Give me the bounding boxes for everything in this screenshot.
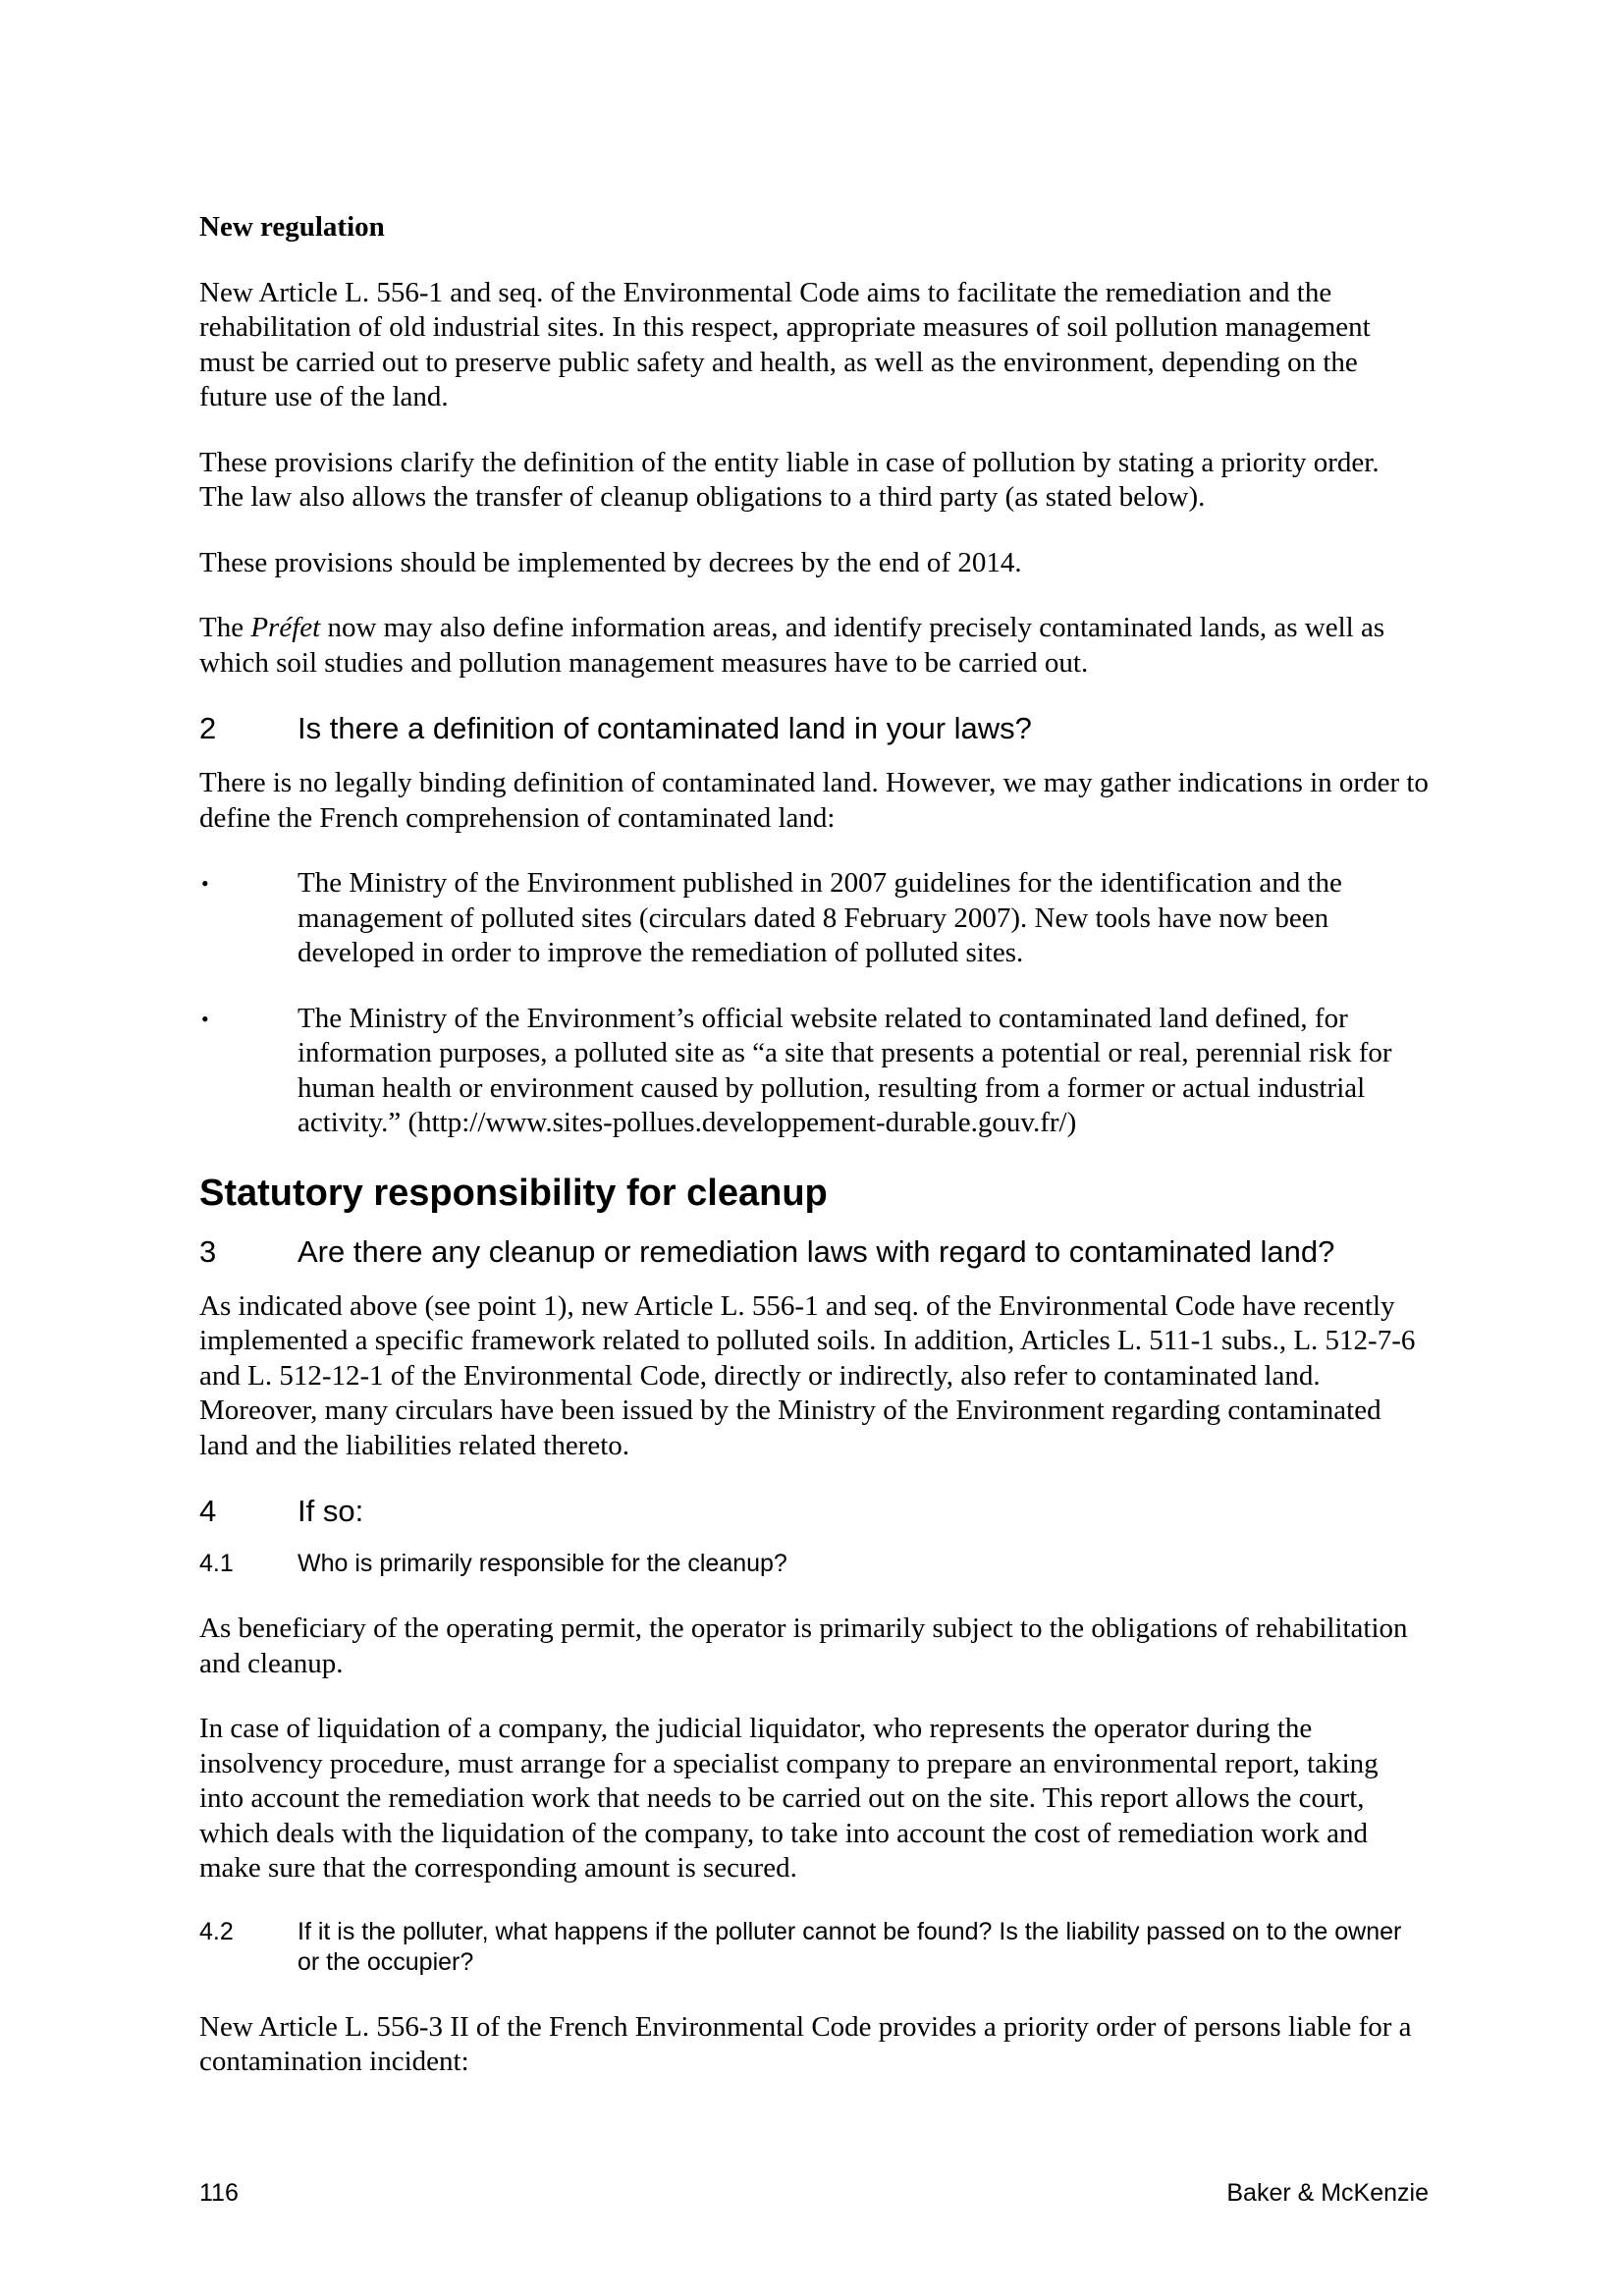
page-body: [199, 210, 1429, 2110]
subquestion-heading: [199, 1917, 1429, 1978]
list-item-text: The Ministry of the Environment’s official website related to contaminated land defined, for information purposes, a polluted site as “a site that presents a potential or real, perennial risk for human health or environment caused by pollution, resulting from a former or actual industrial activity.” (http://www.sites-pollues.developpement-durable.gouv.fr/): [298, 1002, 1392, 1138]
question-number: 4: [199, 1494, 217, 1528]
question-text: Are there any cleanup or remediation laws with regard to contaminated land?: [298, 1233, 1335, 1269]
paragraph: New Article L. 556-1 and seq. of the Environmental Code aims to facilitate the remediation and the rehabilitation of old industrial sites. In this respect, appropriate measures of soil pollution management must be carried out to preserve public safety and health, as well as the environment, depending on the future use of the land.: [199, 276, 1371, 412]
question-text: Is there a definition of contaminated land in your laws?: [298, 711, 1032, 745]
subquestion-number: 4.1: [199, 1550, 234, 1577]
bullet-icon: •: [201, 871, 209, 896]
paragraph-text: now may also define information areas, and identify precisely contaminated lands, as well as which soil studies and pollution management measures have to be carried out.: [199, 612, 1385, 679]
paragraph-prefet: [199, 611, 1429, 681]
question-number: 3: [199, 1233, 217, 1269]
question-heading: [199, 1234, 1429, 1270]
question-text: If so:: [298, 1494, 364, 1528]
subquestion-text: If it is the polluter, what happens if the polluter cannot be found? Is the liability passed on to the owner or the occupier?: [298, 1917, 1402, 1976]
paragraph: In case of liquidation of a company, the judicial liquidator, who represents the operator during the insolvency procedure, must arrange for a specialist company to prepare an environmental report, taking into account the remediation work that needs to be carried out on the site. This report allows the court, which deals with the liquidation of the company, to take into account the cost of remediation work and make sure that the corresponding amount is secured.: [199, 1713, 1379, 1884]
section-heading: Statutory responsibility for cleanup: [199, 1172, 828, 1214]
subquestion-number: 4.2: [199, 1917, 234, 1945]
question-heading: [199, 711, 1429, 746]
page-number: 116: [199, 2179, 239, 2207]
page-footer: [199, 2178, 1429, 2208]
paragraph: New Article L. 556-3 II of the French Environmental Code provides a priority order of persons liable for a contamination incident:: [199, 2010, 1412, 2077]
paragraph: These provisions should be implemented by decrees by the end of 2014.: [199, 546, 1022, 578]
paragraph: There is no legally binding definition of contaminated land. However, we may gather indications in order to define the French comprehension of contaminated land:: [199, 767, 1429, 834]
question-number: 2: [199, 711, 217, 745]
paragraph: These provisions clarify the definition of the entity liable in case of pollution by stating a priority order. The law also allows the transfer of cleanup obligations to a third party (as stated below).: [199, 446, 1380, 513]
list-item: [199, 1002, 1429, 1141]
bullet-icon: •: [201, 1006, 209, 1031]
list-item: [199, 866, 1429, 971]
question-heading: [199, 1494, 1429, 1529]
footer-firm-name: Baker & McKenzie: [1226, 2179, 1429, 2207]
subquestion-text: Who is primarily responsible for the cleanup?: [298, 1550, 787, 1577]
paragraph-text: The: [199, 612, 251, 643]
list-item-text: The Ministry of the Environment published in 2007 guidelines for the identification and the management of polluted sites (circulars dated 8 February 2007). New tools have now been developed in order to improve the remediation of polluted sites.: [298, 867, 1342, 968]
paragraph: As indicated above (see point 1), new Article L. 556-1 and seq. of the Environmental Code have recently implemented a specific framework related to polluted soils. In addition, Articles L. 511-1 subs., L. 512-7-6 and L. 512-12-1 of the Environmental Code, directly or indirectly, also refer to contaminated land. Moreover, many circulars have been issued by the Ministry of the Environment regarding contaminated land and the liabilities related thereto.: [199, 1289, 1416, 1461]
subheading-new-regulation: New regulation: [199, 211, 385, 243]
italic-term: Préfet: [250, 612, 321, 643]
subquestion-heading: [199, 1549, 1429, 1579]
bullet-list: [199, 866, 1429, 1141]
paragraph: As beneficiary of the operating permit, the operator is primarily subject to the obligations of rehabilitation and cleanup.: [199, 1613, 1408, 1679]
